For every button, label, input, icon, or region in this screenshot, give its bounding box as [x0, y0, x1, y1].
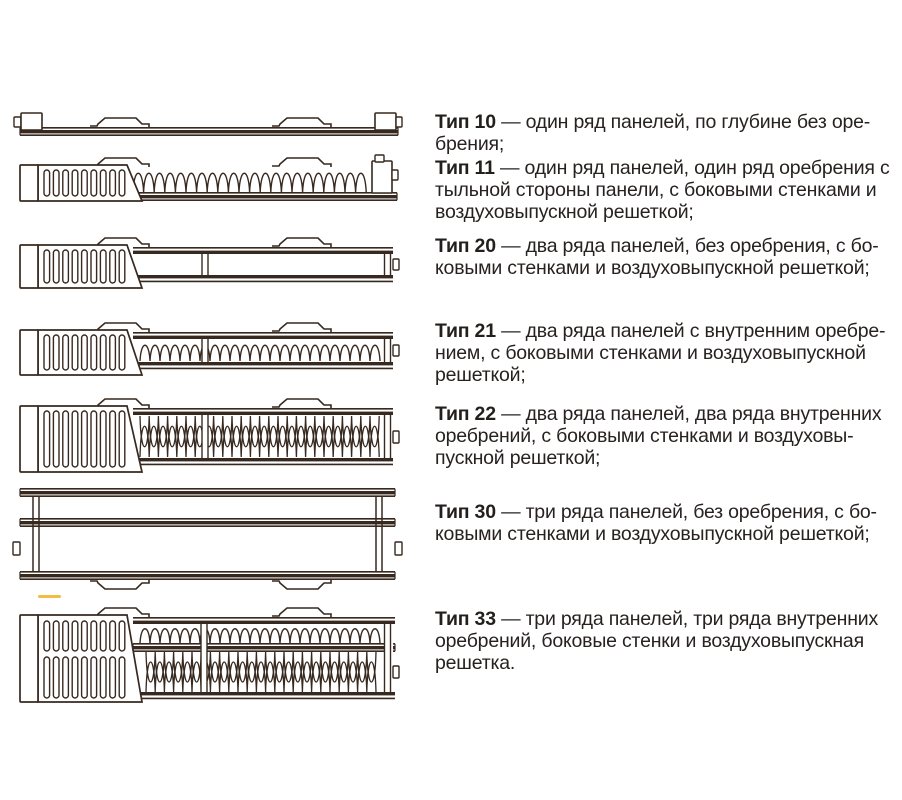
type-30-diagram: [13, 489, 402, 589]
type-10-line-2: брения;: [435, 133, 505, 155]
type-11-line-2: тыльной стороны панели, с боковыми стенками и: [435, 179, 877, 201]
type-33-line-3: решетка.: [435, 652, 516, 674]
type-20-description: [435, 235, 897, 279]
type-21-line-1: — два ряда панелей с внутренним оребре-: [501, 320, 886, 342]
type-21-line-3: решеткой;: [435, 364, 526, 386]
type-22-line-1: — два ряда панелей, два ряда внутренних: [501, 403, 882, 425]
type-10-term: Тип 10: [435, 111, 496, 133]
type-10-diagram: [14, 113, 402, 135]
type-22-line-2: оребрений, с боковыми стенками и воздуховы-: [435, 425, 854, 447]
type-20-line-2: ковыми стенками и воздуховыпускной решеткой;: [435, 257, 870, 279]
type-30-line-2: ковыми стенками и воздуховыпускной решеткой;: [435, 523, 870, 545]
type-33-term: Тип 33: [435, 608, 496, 630]
type-11-diagram: [20, 155, 398, 201]
type-30-term: Тип 30: [435, 501, 496, 523]
type-21-diagram: [20, 323, 399, 375]
type-22-description: [435, 403, 897, 469]
type-30-description: [435, 501, 897, 545]
type-20-diagram: [20, 238, 399, 288]
type-33-line-1: — три ряда панелей, три ряда внутренних: [501, 608, 879, 630]
type-30-line-1: — три ряда панелей, без оребрения, с бо-: [501, 501, 877, 523]
type-20-term: Тип 20: [435, 235, 496, 257]
type-21-term: Тип 21: [435, 320, 496, 342]
type-22-term: Тип 22: [435, 403, 496, 425]
type-10-line-1: — один ряд панелей, по глубине без оре-: [501, 111, 871, 133]
type-22-diagram: [20, 399, 399, 472]
type-10-description: [435, 111, 897, 155]
type-33-diagram: [20, 608, 399, 702]
type-33-description: [435, 608, 897, 674]
accent-dash: [38, 595, 61, 598]
type-22-line-3: пускной решеткой;: [435, 447, 601, 469]
type-20-line-1: — два ряда панелей, без оребрения, с бо-: [501, 235, 879, 257]
radiator-diagrams: [0, 0, 410, 800]
type-11-line-3: воздуховыпускной решеткой;: [435, 201, 694, 223]
type-11-line-1: — один ряд панелей, один ряд оребрения с: [500, 157, 890, 179]
type-33-line-2: оребрений, боковые стенки и воздуховыпускная: [435, 630, 864, 652]
type-21-description: [435, 320, 897, 386]
type-11-term: Тип 11: [435, 157, 495, 179]
type-11-description: [435, 157, 897, 223]
type-21-line-2: нием, с боковыми стенками и воздуховыпускной: [435, 342, 866, 364]
